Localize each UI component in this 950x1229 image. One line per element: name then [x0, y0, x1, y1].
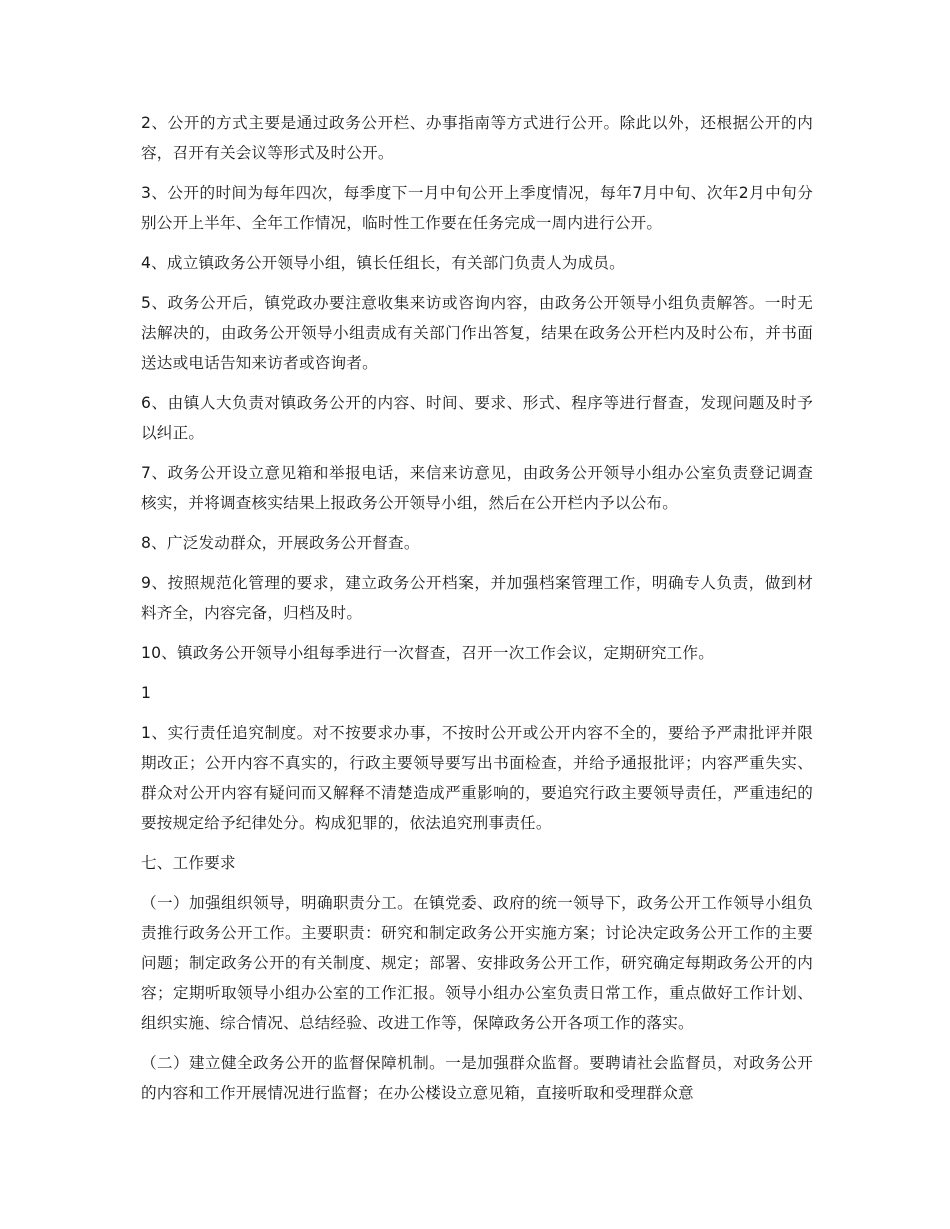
- paragraph-item-8: 8、广泛发动群众，开展政务公开督查。: [141, 534, 420, 552]
- paragraph-item-10: 10、镇政务公开领导小组每季进行一次督查，召开一次工作会议，定期研究工作。: [141, 644, 715, 662]
- page-number: 1: [141, 684, 152, 702]
- accountability-paragraph: 1、实行责任追究制度。对不按要求办事，不按时公开或公开内容不全的，要给予严肃批评并限期改正；公开内容不真实的，行政主要领导要写出书面检查，并给予通报批评；内容严重失实、群众对公开内容有疑问而又解释不清楚造成严重影响的，要追究行政主要领导责任，严重违纪的要按规定给予纪律处分。构成犯罪的，依法追究刑事责任。: [141, 724, 813, 832]
- requirement-paragraph-2: （二）建立健全政务公开的监督保障机制。一是加强群众监督。要聘请社会监督员，对政务公开的内容和工作开展情况进行监督；在办公楼设立意见箱，直接听取和受理群众意: [141, 1054, 813, 1102]
- paragraph-item-6: 6、由镇人大负责对镇政务公开的内容、时间、要求、形式、程序等进行督查，发现问题及时予以纠正。: [141, 394, 813, 442]
- paragraph-item-9: 9、按照规范化管理的要求，建立政务公开档案，并加强档案管理工作，明确专人负责，做到材料齐全，内容完备，归档及时。: [141, 574, 813, 622]
- requirement-paragraph-1: （一）加强组织领导，明确职责分工。在镇党委、政府的统一领导下，政务公开工作领导小组负责推行政务公开工作。主要职责：研究和制定政务公开实施方案；讨论决定政务公开工作的主要问题；制定政务公开的有关制度、规定；部署、安排政务公开工作，研究确定每期政务公开的内容；定期听取领导小组办公室的工作汇报。领导小组办公室负责日常工作，重点做好工作计划、组织实施、综合情况、总结经验、改进工作等，保障政务公开各项工作的落实。: [141, 894, 813, 1032]
- paragraph-item-3: 3、公开的时间为每年四次，每季度下一月中旬公开上季度情况，每年7月中旬、次年2月中旬分别公开上半年、全年工作情况，临时性工作要在任务完成一周内进行公开。: [141, 184, 813, 232]
- section-heading: 七、工作要求: [141, 854, 236, 872]
- paragraph-item-4: 4、成立镇政务公开领导小组，镇长任组长，有关部门负责人为成员。: [141, 254, 625, 272]
- document-body: [141, 108, 813, 1118]
- paragraph-item-5: 5、政务公开后，镇党政办要注意收集来访或咨询内容，由政务公开领导小组负责解答。一时无法解决的，由政务公开领导小组责成有关部门作出答复，结果在政务公开栏内及时公布，并书面送达或电话告知来访者或咨询者。: [141, 294, 813, 372]
- paragraph-item-2: 2、公开的方式主要是通过政务公开栏、办事指南等方式进行公开。除此以外，还根据公开的内容，召开有关会议等形式及时公开。: [141, 114, 813, 162]
- paragraph-item-7: 7、政务公开设立意见箱和举报电话，来信来访意见，由政务公开领导小组办公室负责登记调查核实，并将调查核实结果上报政务公开领导小组，然后在公开栏内予以公布。: [141, 464, 813, 512]
